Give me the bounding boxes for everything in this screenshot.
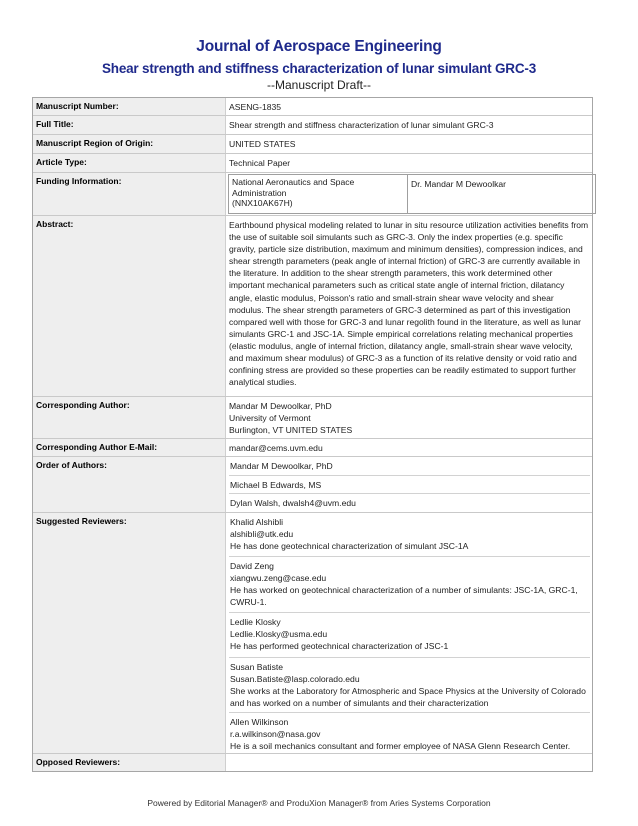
value-suggested-reviewers [229, 513, 592, 753]
value-email: mandar@cems.uvm.edu [229, 443, 323, 453]
funding-agency-line1: National Aeronautics and Space [232, 177, 355, 187]
funding-table [228, 174, 596, 214]
reviewer-email: r.a.wilkinson@nasa.gov [230, 729, 321, 740]
reviewer-item [229, 658, 590, 713]
author-item: Mandar M Dewoolkar, PhD [229, 457, 590, 476]
reviewer-name: Ledlie Klosky [230, 617, 281, 627]
label-suggested-reviewers: Suggested Reviewers: [33, 513, 226, 753]
reviewer-item [229, 557, 590, 613]
funding-agency-line2: Administration [232, 187, 287, 198]
funding-agency [229, 175, 408, 213]
row-abstract [33, 216, 592, 397]
label-article-type: Article Type: [33, 154, 226, 172]
value-article-type: Technical Paper [229, 158, 291, 168]
draft-label: --Manuscript Draft-- [266, 78, 371, 92]
reviewer-note: He has done geotechnical characterization of simulant JSC-1A [230, 541, 469, 552]
row-region [33, 135, 592, 154]
row-full-title [33, 116, 592, 135]
label-manuscript-number: Manuscript Number: [33, 98, 226, 115]
row-manuscript-number [33, 98, 592, 116]
reviewer-note: She works at the Laboratory for Atmospheric and Space Physics at the University of Colorado and has worked on a number of simulants and their characterization [230, 686, 586, 709]
reviewer-note: He has worked on geotechnical characterization of a number of simulants: JSC-1A, GRC-1, CWRU-1. [230, 585, 578, 608]
reviewer-item [229, 713, 590, 754]
funding-recipient: Dr. Mandar M Dewoolkar [411, 179, 507, 189]
label-region: Manuscript Region of Origin: [33, 135, 226, 153]
reviewer-item [229, 513, 590, 557]
reviewer-item [229, 613, 590, 658]
author-item: Michael B Edwards, MS [229, 476, 590, 494]
value-manuscript-number: ASENG-1835 [229, 102, 282, 112]
reviewer-name: Khalid Alshibli [230, 517, 284, 527]
reviewer-email: alshibli@utk.edu [230, 529, 294, 540]
author-item: Dylan Walsh, dwalsh4@uvm.edu [230, 498, 356, 508]
value-region: UNITED STATES [229, 139, 296, 149]
manuscript-info-table [32, 97, 593, 772]
author-institution: University of Vermont [229, 413, 311, 424]
author-location: Burlington, VT UNITED STATES [229, 425, 353, 436]
row-email [33, 439, 592, 457]
reviewer-email: Ledlie.Klosky@usma.edu [230, 629, 328, 640]
value-opposed-reviewers [229, 754, 592, 771]
label-funding: Funding Information: [33, 173, 226, 215]
value-full-title: Shear strength and stiffness characterization of lunar simulant GRC-3 [229, 120, 494, 130]
row-article-type [33, 154, 592, 173]
reviewer-name: Susan Batiste [230, 662, 284, 672]
value-corresponding-author [229, 397, 592, 438]
reviewer-note: He has performed geotechnical characterization of JSC-1 [230, 641, 449, 652]
reviewer-email: Susan.Batiste@lasp.colorado.edu [230, 674, 360, 685]
label-opposed-reviewers: Opposed Reviewers: [33, 754, 226, 771]
author-name: Mandar M Dewoolkar, PhD [229, 401, 332, 411]
row-funding [33, 173, 592, 216]
row-authors [33, 457, 592, 513]
row-corresponding-author [33, 397, 592, 439]
reviewer-name: David Zeng [230, 561, 274, 571]
label-email: Corresponding Author E-Mail: [33, 439, 226, 456]
row-suggested-reviewers [33, 513, 592, 754]
reviewer-email: xiangwu.zeng@case.edu [230, 573, 327, 584]
journal-name: Journal of Aerospace Engineering [196, 38, 442, 55]
value-funding [229, 173, 592, 215]
reviewer-name: Allen Wilkinson [230, 717, 289, 727]
label-authors: Order of Authors: [33, 457, 226, 512]
label-corresponding-author: Corresponding Author: [33, 397, 226, 438]
footer-powered-by: Powered by Editorial Manager® and ProduXion Manager® from Aries Systems Corporation [147, 798, 491, 808]
label-abstract: Abstract: [33, 216, 226, 396]
funding-agency-line3: (NNX10AK67H) [232, 198, 293, 209]
row-opposed-reviewers [33, 754, 592, 771]
value-authors [229, 457, 592, 512]
manuscript-title: Shear strength and stiffness characterization of lunar simulant GRC-3 [101, 61, 537, 76]
label-full-title: Full Title: [33, 116, 226, 134]
value-abstract: Earthbound physical modeling related to lunar in situ resource utilization activities benefits from the use of suitable soil simulants such as GRC-3. Only the index properties (e.g. specific gravity, particle size distribution, maximum and minimum densities), compression indices, and shear strength parameters (peak angle of internal friction) of GRC-3 are currently available in the literature. In addition to the shear strength parameters, this work determined other important mechanical parameters such as critical state angle of internal friction, dilatancy angle, elastic modulus, Poisson's ratio and small-strain shear wave velocity and shear modulus. The shear strength parameters of GRC-3 determined as part of this investigation compared well with those for GRC-3 and lunar regolith found in the literature, as well as lunar simulants GRC-1 and JSC-1A. Simple empirical correlations relating mechanical properties (elastic modulus, angle of internal friction, dilatancy angle, small-strain shear wave velocity, and maximum shear modulus) of GRC-3 as a function of its relative density or void ratio and confining stress are provided so these properties can be readily estimated to support further analytical studies. [229, 220, 589, 388]
reviewer-note: He is a soil mechanics consultant and former employee of NASA Glenn Research Center. [230, 741, 571, 752]
